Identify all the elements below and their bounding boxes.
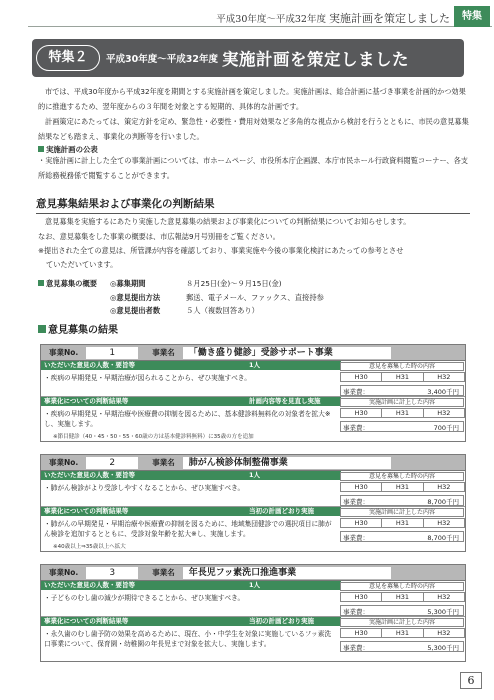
project-name: 肺がん検診体制整備事業: [183, 457, 391, 469]
project-name: 年長児フッ素洗口推進事業: [183, 567, 391, 579]
opinion-row: いただいた意見の人数・要旨等 1人 ・子どものむし歯の減少が期待できることから、ぜひ実施すべき。 意見を募集した時の内容 H30 H31 H32 事業費： 5,300千円: [41, 581, 465, 617]
running-header-years: 平成30年度～平成32年度: [216, 14, 326, 25]
judgment-status: 当初の計画どおり実施: [249, 507, 314, 515]
page-number: 6: [460, 672, 482, 689]
publication-heading: 実施計画の公表: [38, 144, 98, 155]
card-title-row: 事業No. 3 事業名 年長児フッ素洗口推進事業: [41, 565, 465, 581]
project-name: 「働き盛り健診」受診サポート事業: [183, 347, 391, 359]
project-card-1: [40, 344, 466, 442]
opinion-row: いただいた意見の人数・要旨等 1人 ・疾病の早期発見・早期治療が図られることから、ぜひ実施すべき。 意見を募集した時の内容 H30 H31 H32 事業費： 3,400千円: [41, 361, 465, 397]
section-heading: 意見募集結果および事業化の判断結果: [36, 196, 470, 214]
plan-cost: 5,300千円: [427, 644, 459, 652]
plan-cost: 700千円: [433, 424, 459, 432]
feature-pill: 特集２: [36, 45, 100, 71]
overview-label: 意見募集の概要: [38, 279, 97, 289]
judgment-text: ・肺がんの早期発見・早期治療や医療費の抑制を図るために、地域集団健診での選択項目に肺がん検診を追加するとともに、受診対象年齢を拡大※し、実施します。: [44, 520, 332, 538]
overview-value-1: ８月25日(金)～９月15日(金): [186, 279, 282, 288]
publication-text: ・実施計画に計上した全ての事業計画については、市ホームページ、市役所本庁企画課、本庁市民ホール行政資料閲覧コーナー、各支所総務税務係で閲覧することができます。: [38, 156, 468, 180]
judgment-text: ・疾病の早期発見・早期治療や医療費の抑制を図るために、基本健診料無料化の対象者を拡大※し、実施します。: [44, 410, 331, 428]
opinion-text: ・子どものむし歯の減少が期待できることから、ぜひ実施すべき。: [44, 594, 245, 602]
judgment-note: ※40歳以上⇒35歳以上へ拡大: [53, 544, 126, 550]
overview-key-2: ◎意見提出方法: [110, 293, 161, 302]
opinion-text: ・疾病の早期発見・早期治療が図られることから、ぜひ実施すべき。: [44, 374, 251, 382]
judgment-row: 事業化についての判断結果等 当初の計画どおり実施 ・肺がんの早期発見・早期治療や医療費の抑制を図るために、地域集団健診での選択項目に肺がん検診を追加するとともに、受診対象年齢を拡大※し、実施します。 ※40歳以上⇒35歳以上へ拡大 実施計画に計上した内容 H30 H31 H32 事業費： 8,700千円: [41, 507, 465, 551]
judgment-note: ※節目健診（40・45・50・55・60歳の方は基本健診料無料）に35歳の方を追加: [53, 434, 254, 440]
opinion-cost: 3,400千円: [427, 388, 459, 396]
judgment-status: 当初の計画どおり実施: [249, 617, 314, 625]
overview-value-2: 郵送、電子メール、ファックス、直接持参: [186, 293, 324, 302]
project-card-2: [40, 454, 466, 552]
judgment-row: 事業化についての判断結果等 計画内容等を見直し実施 ・疾病の早期発見・早期治療や医療費の抑制を図るために、基本健診料無料化の対象者を拡大※し、実施します。 ※節目健診（40・45・50・55・60歳の方は基本健診料無料）に35歳の方を追加 実施計画に計上した内容 H30 H31 H32 事業費： 700千円: [41, 397, 465, 441]
overview-key-1: ◎募集期間: [110, 279, 146, 288]
project-card-3: [40, 564, 466, 662]
results-heading: 意見募集の結果: [38, 321, 118, 336]
section-note-2: ていただいています。: [46, 260, 118, 269]
opinion-cost: 8,700千円: [427, 498, 459, 506]
square-bullet-icon: [38, 325, 46, 333]
judgment-status: 計画内容等を見直し実施: [249, 397, 321, 405]
opinion-cost: 5,300千円: [427, 608, 459, 616]
intro-paragraph-1: 市では、平成30年度から平成32年度を期間とする実施計画を策定しました。実施計画は、総合計画に基づき事業を計画的かつ効果的に推進するため、翌年度からの３年間を対象とする短期的、具体的な計画です。: [38, 87, 466, 111]
square-bullet-icon: [38, 280, 44, 286]
opinion-count: 1人: [249, 581, 261, 589]
card-title-row: 事業No. 1 事業名 「働き盛り健診」受診サポート事業: [41, 345, 465, 361]
opinion-row: いただいた意見の人数・要旨等 1人 ・肺がん検診がより受診しやすくなることから、ぜひ実施すべき。 意見を募集した時の内容 H30 H31 H32 事業費： 8,700千円: [41, 471, 465, 507]
running-header-title: 実施計画を策定しました: [329, 12, 450, 25]
overview-value-3: ５人（複数回答あり）: [186, 306, 259, 315]
section-paragraph-2: なお、意見募集をした事業の概要は、市広報誌9月号別冊をご覧ください。: [38, 232, 280, 241]
judgment-row: 事業化についての判断結果等 当初の計画どおり実施 ・永久歯のむし歯予防の効果を高めるために、現在、小・中学生を対象に実施しているフッ素洗口事業について、保育園・幼稚園の年長児まで対象を拡大し、実施します。 実施計画に計上した内容 H30 H31 H32 事業費： 5,300千円: [41, 617, 465, 661]
card-title-row: 事業No. 2 事業名 肺がん検診体制整備事業: [41, 455, 465, 471]
section-paragraph-1: 意見募集を実施するにあたり実施した意見募集の結果および事業化についての判断結果についてお知らせします。: [45, 217, 411, 226]
running-header: [216, 10, 450, 26]
project-number: 1: [86, 347, 138, 359]
plan-cost: 8,700千円: [427, 534, 459, 542]
section-tab: 特集: [454, 6, 490, 27]
judgment-text: ・永久歯のむし歯予防の効果を高めるために、現在、小・中学生を対象に実施しているフッ素洗口事業について、保育園・幼稚園の年長児まで対象を拡大し、実施します。: [44, 630, 332, 648]
overview-key-3: ◎意見提出者数: [110, 306, 161, 315]
feature-banner: [32, 39, 464, 77]
intro-paragraph-2: 計画策定にあたっては、策定方針を定め、緊急性・必要性・費用対効果など多角的な視点から検討を行うとともに、市民の意見募集結果なども踏まえ、事業化の判断等を行いました。: [38, 117, 469, 141]
opinion-text: ・肺がん検診がより受診しやすくなることから、ぜひ実施すべき。: [44, 484, 245, 492]
banner-subtitle: 平成30年度～平成32年度: [106, 54, 218, 65]
project-number: 3: [86, 567, 138, 579]
square-bullet-icon: [38, 146, 44, 152]
section-note-1: ※提出された全ての意見は、所管課が内容を確認しており、事業実施や今後の事業化検討にあたっての参考とさせ: [38, 246, 404, 255]
opinion-count: 1人: [249, 471, 261, 479]
opinion-count: 1人: [249, 361, 261, 369]
banner-title: 実施計画を策定しました: [221, 50, 409, 69]
header-rule: [28, 26, 492, 27]
project-number: 2: [86, 457, 138, 469]
